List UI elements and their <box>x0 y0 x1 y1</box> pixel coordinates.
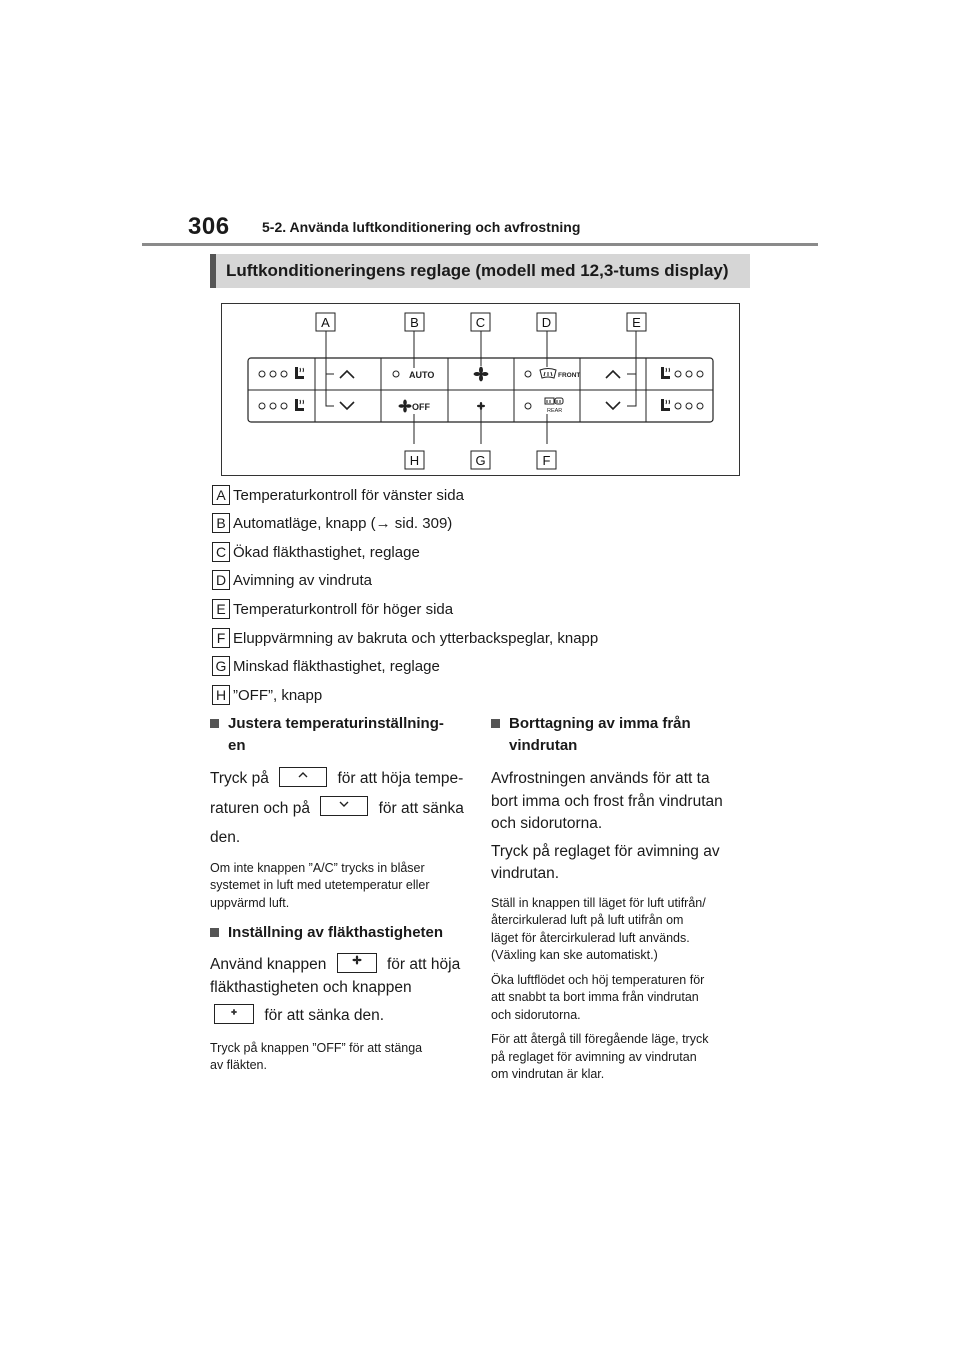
callout-g <box>471 451 490 469</box>
legend-text: Ökad fläkthastighet, reglage <box>233 543 420 561</box>
legend-item-f <box>212 627 598 649</box>
legend-letter: E <box>212 599 230 619</box>
svg-text:C: C <box>475 315 486 330</box>
legend-item-d <box>212 569 372 591</box>
svg-text:H: H <box>409 453 420 468</box>
temperature-note: Om inte knappen ”A/C” trycks in blåser systemet in luft med utetemperatur eller uppvärmd luft. <box>210 860 430 910</box>
page-number: 306 <box>188 213 230 240</box>
legend-item-c <box>212 541 420 563</box>
off-button-label: OFF <box>412 402 430 412</box>
legend-letter: D <box>212 570 230 590</box>
callout-c <box>471 313 490 331</box>
legend-text: Eluppvärmning av bakruta och ytterbackspeglar, knapp <box>233 629 599 647</box>
legend-item-g <box>212 655 440 677</box>
temperature-instructions: Tryck på för att höja tempe- raturen och på för att sänka den. <box>210 768 464 850</box>
right-column <box>491 713 745 1084</box>
legend-item-b <box>212 512 452 534</box>
fan-speed-subheading: Inställning av fläkthastigheten <box>210 922 464 944</box>
temp-up-button-icon <box>279 767 327 787</box>
temperature-subheading: Justera temperaturinställning- en <box>210 713 464 757</box>
svg-text:B: B <box>410 315 419 330</box>
legend-letter: C <box>212 542 230 562</box>
defog-note-1: Ställ in knappen till läget för luft utifrån/ återcirkulerad luft på luft utifrån om läget för återcirkulerad luft används. (Växling kan ske automatiskt.) <box>491 895 706 962</box>
left-column <box>210 713 464 1075</box>
legend-text: Temperaturkontroll för vänster sida <box>233 486 464 504</box>
fan-speed-instructions: Använd knappen för att höja fläkthastigheten och knappen för att sänka den. <box>210 954 464 1028</box>
svg-text:F: F <box>542 453 551 468</box>
svg-text:E: E <box>632 315 641 330</box>
callout-h <box>405 451 424 469</box>
legend-letter: H <box>212 685 230 705</box>
header-divider <box>142 243 818 246</box>
bullet-square-icon <box>210 928 219 937</box>
legend-text: Avimning av vindruta <box>233 571 372 589</box>
callout-b <box>405 313 424 331</box>
defog-subheading: Borttagning av imma från vindrutan <box>491 713 745 757</box>
legend-item-a <box>212 484 464 506</box>
defog-paragraph-2: Tryck på reglaget för avimning av vindrutan. <box>491 842 720 882</box>
rear-defrost-label: REAR <box>547 408 563 414</box>
climate-control-figure <box>221 303 740 476</box>
fan-down-button-icon <box>214 1004 254 1024</box>
callout-d <box>537 313 556 331</box>
legend-letter: F <box>212 628 230 648</box>
legend-item-h <box>212 684 322 706</box>
svg-text:A: A <box>321 315 330 330</box>
svg-text:D: D <box>541 315 552 330</box>
bullet-square-icon <box>491 719 500 728</box>
fan-speed-note: Tryck på knappen ”OFF” för att stänga av fläkten. <box>210 1040 423 1072</box>
legend-text: Minskad fläkthastighet, reglage <box>233 657 440 675</box>
svg-text:G: G <box>475 453 486 468</box>
legend-letter: B <box>212 513 230 533</box>
auto-button-label: AUTO <box>409 370 435 380</box>
callout-e <box>627 313 646 331</box>
callout-f <box>537 451 556 469</box>
section-title: 5-2. Använda luftkonditionering och avfrostning <box>262 219 581 235</box>
legend-text: ”OFF”, knapp <box>233 686 323 704</box>
fan-up-button-icon <box>337 953 377 973</box>
defog-note-3: För att återgå till föregående läge, tryck på reglaget för avimning av vindrutan om vindrutan är klar. <box>491 1032 709 1081</box>
legend-item-e <box>212 598 453 620</box>
legend-letter: G <box>212 656 230 676</box>
temp-down-button-icon <box>320 796 368 816</box>
climate-panel-illustration <box>222 304 741 477</box>
front-defrost-label: FRONT <box>558 372 581 379</box>
defog-paragraph-1: Avfrostningen används för att ta bort imma och frost från vindrutan och sidorutorna. <box>491 770 723 832</box>
legend-text: Automatläge, knapp (→ sid. 309) <box>233 514 453 532</box>
section-heading: Luftkonditioneringens reglage (modell med 12,3-tums display) <box>210 254 750 288</box>
legend-text: Temperaturkontroll för höger sida <box>233 600 454 618</box>
defog-note-2: Öka luftflödet och höj temperaturen för att snabbt ta bort imma från vindrutan och sidorutorna. <box>491 972 705 1022</box>
bullet-square-icon <box>210 719 219 728</box>
callout-a <box>316 313 335 331</box>
legend-letter: A <box>212 485 230 505</box>
